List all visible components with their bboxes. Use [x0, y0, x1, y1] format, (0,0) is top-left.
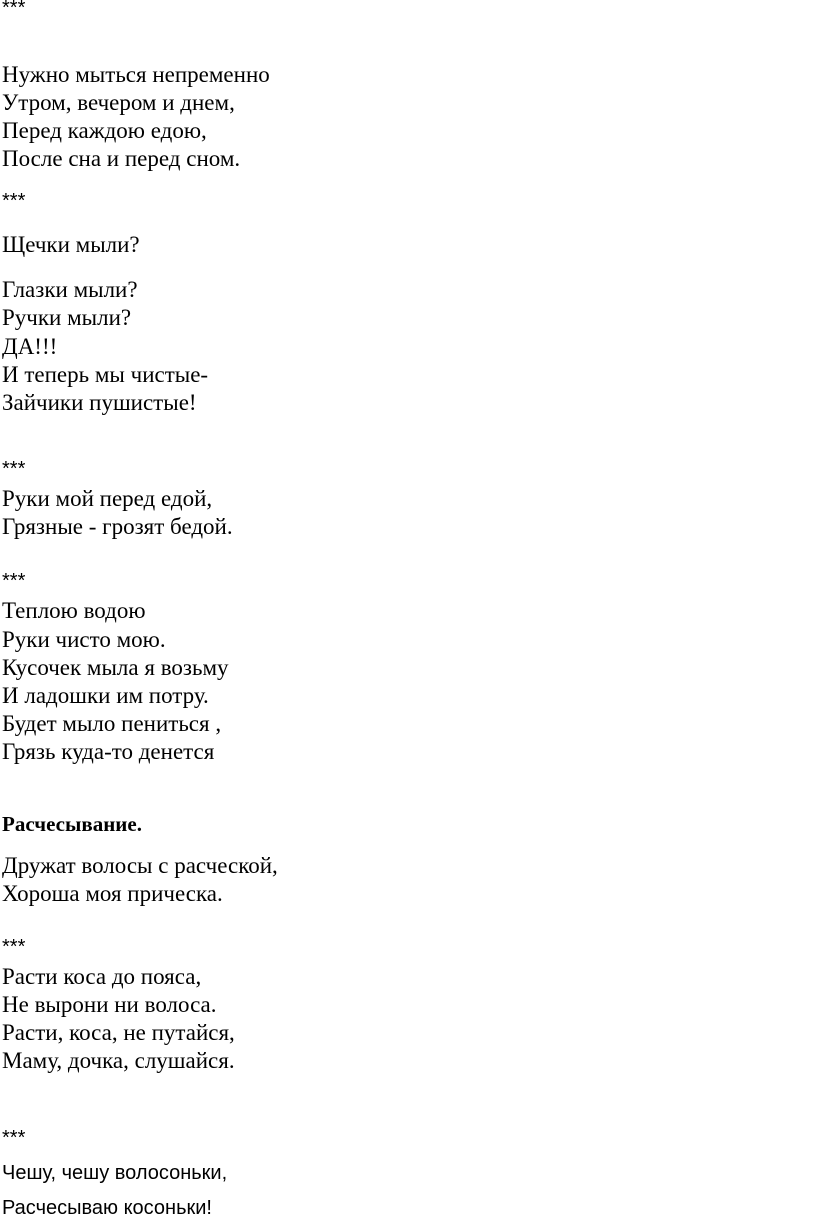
poem-line: Не вырони ни волоса.	[2, 992, 217, 1017]
poem-line: Грязь куда-то денется	[2, 739, 215, 764]
separator-1: ***	[2, 0, 26, 19]
poem-line: Перед каждою едою,	[2, 118, 207, 143]
poem-line: Будет мыло пениться ,	[2, 711, 222, 736]
separator-4: ***	[2, 570, 26, 592]
poem-line: И ладошки им потру.	[2, 683, 209, 708]
poem-line: Расти коса до пояса,	[2, 964, 202, 989]
poem-line: Кусочек мыла я возьму	[2, 655, 229, 680]
poem-line: Руки мой перед едой,	[2, 486, 213, 511]
poem-line: Ручки мыли?	[2, 305, 132, 330]
poem-line: Нужно мыться непременно	[2, 62, 270, 87]
poem-line: Расчесываю косоньки!	[2, 1197, 212, 1219]
poem-line: И теперь мы чистые-	[2, 362, 209, 387]
separator-6: ***	[2, 1127, 26, 1149]
separator-3: ***	[2, 458, 26, 480]
section-heading: Расчесывание.	[2, 812, 142, 836]
poem-line: Руки чисто мою.	[2, 627, 166, 652]
poem-line: Маму, дочка, слушайся.	[2, 1048, 235, 1073]
poem-line: Зайчики пушистые!	[2, 390, 197, 415]
poem-line: Глазки мыли?	[2, 277, 138, 302]
poem-line: ДА!!!	[2, 334, 58, 359]
poem-line: Расти, коса, не путайся,	[2, 1020, 235, 1045]
separator-5: ***	[2, 936, 26, 958]
poem-line: Теплою водою	[2, 598, 146, 623]
poem-line: Грязные - грозят бедой.	[2, 514, 233, 539]
poem-line: Утром, вечером и днем,	[2, 90, 235, 115]
poem-line: Хороша моя прическа.	[2, 881, 223, 906]
poem-line: Щечки мыли?	[2, 232, 140, 257]
poem-line: Дружат волосы с расческой,	[2, 853, 278, 878]
poem-line: Чешу, чешу волосоньки,	[2, 1162, 228, 1184]
poem-line: После сна и перед сном.	[2, 146, 241, 171]
separator-2: ***	[2, 190, 26, 212]
